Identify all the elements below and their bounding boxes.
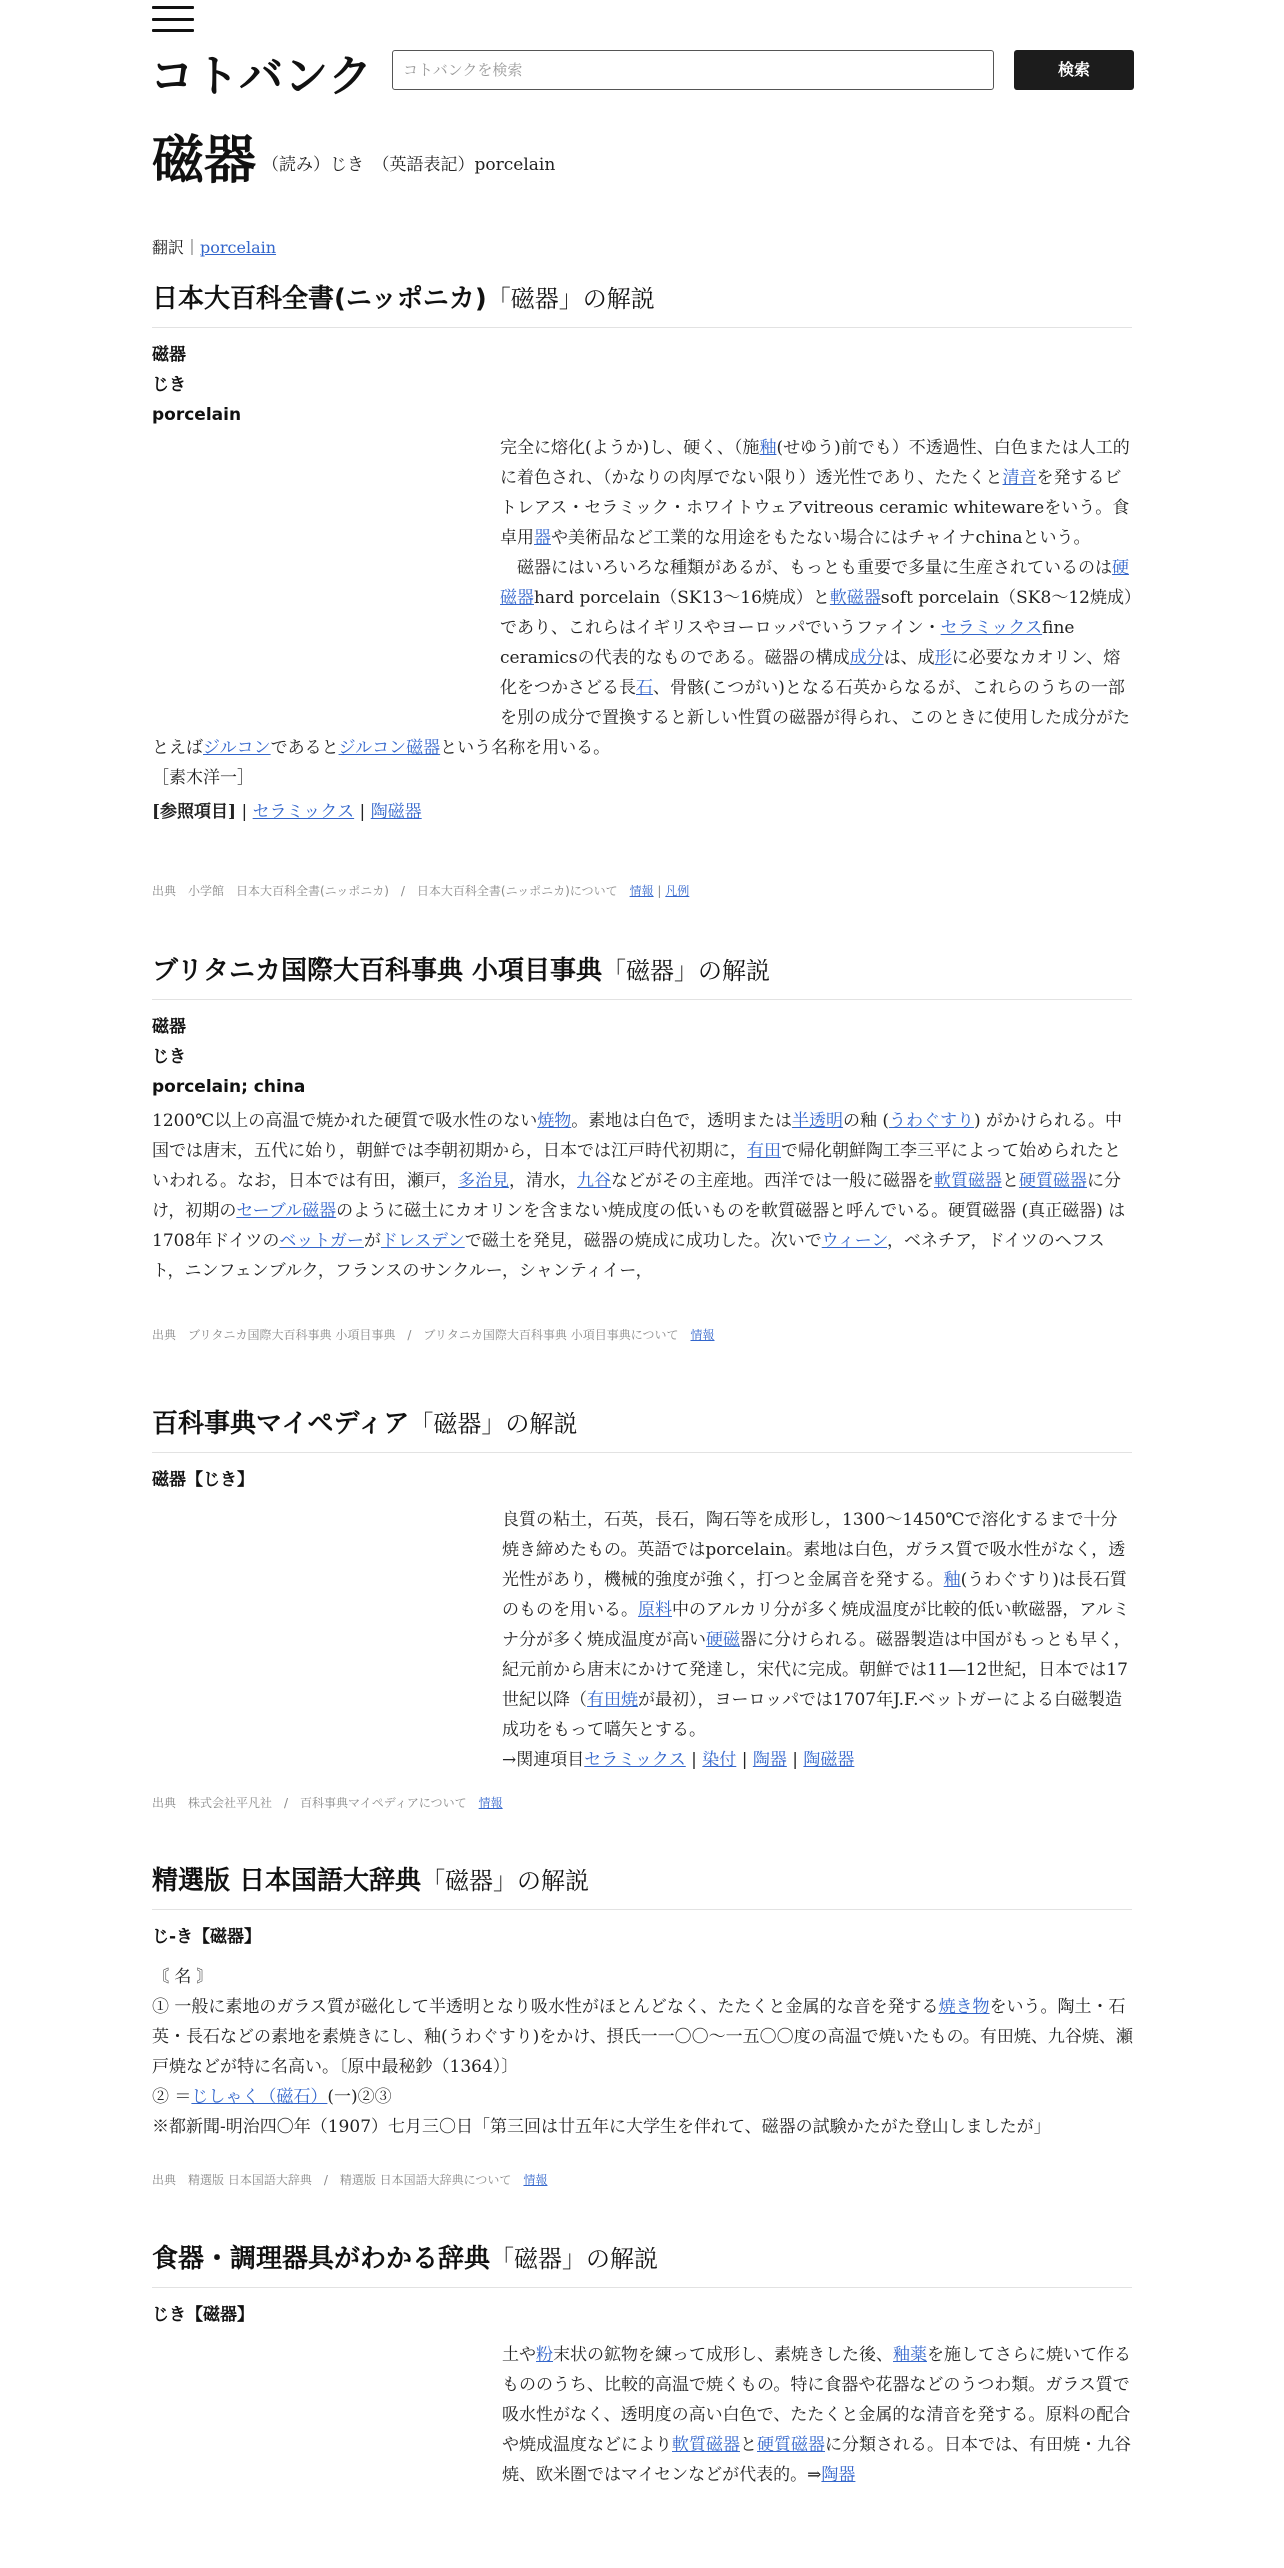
source-britannica bbox=[152, 1326, 715, 1343]
text-run: が bbox=[363, 1231, 381, 1251]
text-run: は、成 bbox=[883, 648, 935, 668]
text-run: ，清水， bbox=[509, 1171, 577, 1191]
text-run: 「磁器」の解説 bbox=[490, 2245, 659, 2273]
inline-link[interactable]: 釉 bbox=[759, 438, 777, 458]
text-run: であると bbox=[270, 738, 339, 758]
text-run: (うわぐすり)は長石質のものを用いる。 bbox=[502, 1570, 1127, 1620]
text-run: ブリタニカ国際大百科事典 小項目事典 bbox=[152, 956, 603, 986]
source-kokugo bbox=[152, 2171, 547, 2188]
text-run: 「磁器」の解説 bbox=[421, 1867, 590, 1895]
text-run: を発するビトレアス・セラミック・ホワイトウェアvitreous ceramic whitewareをいう。食卓用 bbox=[500, 468, 1130, 548]
text-run: で帰化朝鮮陶工李三平によって始められたといわれる。なお，日本では有田，瀬戸， bbox=[152, 1141, 1121, 1191]
body-mypedia bbox=[502, 1505, 1134, 1775]
text-run: 出典 小学館 日本大百科全書(ニッポニカ) / 日本大百科全書(ニッポニカ)について bbox=[152, 884, 618, 898]
inline-link[interactable]: 成分 bbox=[849, 648, 884, 668]
text-run: と bbox=[1002, 1171, 1019, 1191]
definition-1 bbox=[152, 1992, 1134, 2082]
inline-link[interactable]: 軟磁器 bbox=[829, 588, 881, 608]
term-nipponica: 磁器 じき porcelain bbox=[152, 345, 242, 425]
inline-link[interactable]: セラミックス bbox=[584, 1750, 686, 1770]
text-run: などがその主産地。西洋では一般に磁器を bbox=[611, 1171, 934, 1191]
inline-link[interactable]: ジルコン bbox=[203, 738, 271, 758]
text-run: ① 一般に素地のガラス質が磁化して半透明となり吸水性がほとんどなく、たたくと金属的な音を発する bbox=[152, 1997, 939, 2017]
text-run: 。素地は白色で，透明または bbox=[571, 1111, 792, 1131]
inline-link[interactable]: 陶器 bbox=[752, 1750, 787, 1770]
text-run: 「磁器」の解説 bbox=[602, 957, 771, 985]
text-run: fine ceramicsの代表的なものである。磁器の構成 bbox=[500, 618, 1075, 668]
inline-link[interactable]: 硬質磁器 bbox=[1019, 1171, 1087, 1191]
body-britannica bbox=[152, 1106, 1134, 1286]
inline-link[interactable]: 情報 bbox=[523, 2173, 548, 2187]
text-run: ) がかけられる。中国では唐末，五代に始り，朝鮮では李朝初期から，日本では江戸時代初期に， bbox=[152, 1111, 1123, 1161]
inline-link[interactable]: 陶器 bbox=[821, 2465, 856, 2485]
source-nipponica: 出典 小学館 日本大百科全書(ニッポニカ) / 日本大百科全書(ニッポニカ)について 情報 | 凡例 bbox=[152, 884, 690, 898]
text-run: 器に分けられる。磁器製造は中国がもっとも早く，紀元前から唐末にかけて発達し，宋代に完成。朝鮮では11―12世紀，日本では17世紀以降（ bbox=[502, 1630, 1131, 1710]
text-run: に分類される。日本では、有田焼・九谷焼、欧米圏ではマイセンなどが代表的。⇒ bbox=[502, 2435, 1131, 2485]
inline-link[interactable]: セラミックス bbox=[252, 802, 355, 822]
text-run: 食器・調理器具がわかる辞典 bbox=[152, 2244, 491, 2274]
text-run: を施してさらに焼いて作るもののうち、比較的高温で焼くもの。特に食器や花器などのうつわ類。ガラス質で吸水性がなく、透明度の高い白色で、たたくと金属的な清音を発する。原料の配合や焼成温度などにより bbox=[502, 2345, 1131, 2455]
text-run: 出典 精選版 日本国語大辞典 / 精選版 日本国語大辞典について bbox=[152, 2173, 512, 2187]
body-shokki bbox=[502, 2340, 1134, 2490]
inline-link[interactable]: 釉 bbox=[943, 1570, 961, 1590]
inline-link[interactable]: 器 bbox=[534, 528, 551, 548]
section-title-kokugo bbox=[152, 1860, 1132, 1910]
inline-link[interactable]: ジルコン磁器 bbox=[338, 738, 441, 758]
page-title: 磁器 bbox=[152, 131, 257, 191]
text-run: 土や bbox=[502, 2345, 536, 2365]
inline-link[interactable]: 焼物 bbox=[537, 1111, 572, 1131]
text-run: と bbox=[740, 2435, 757, 2455]
inline-link[interactable]: 原料 bbox=[638, 1600, 672, 1620]
text-run: 、骨骸(こつがい)となる石英からなるが、これらのうちの一部を別の成分で置換すると新しい性質の磁器が得られ、このときに使用した成分がたとえば bbox=[152, 678, 1131, 758]
text-run: (一)②③ bbox=[327, 2087, 392, 2107]
text-run: hard porcelain（SK13～16焼成）と bbox=[534, 588, 830, 608]
text-run: で磁土を発見，磁器の焼成に成功した。次いで bbox=[464, 1231, 822, 1251]
inline-link[interactable]: ドレスデン bbox=[380, 1231, 465, 1251]
inline-link[interactable]: ウィーン bbox=[821, 1231, 888, 1251]
text-run: 出典 株式会社平凡社 / 百科事典マイペディアについて bbox=[152, 1796, 467, 1810]
body-nipponica bbox=[152, 433, 1134, 827]
search-button[interactable]: 検索 bbox=[1014, 50, 1134, 90]
inline-link[interactable]: 硬磁 bbox=[706, 1630, 740, 1650]
inline-link[interactable]: 情報 bbox=[478, 1796, 503, 1810]
text-run: 百科事典マイペディア bbox=[152, 1409, 410, 1439]
inline-link[interactable]: 石 bbox=[636, 678, 653, 698]
definition-2 bbox=[152, 2082, 1134, 2112]
text-run: 精選版 日本国語大辞典 bbox=[152, 1866, 422, 1896]
inline-link[interactable]: 凡例 bbox=[665, 884, 690, 898]
text-run: のように磁土にカオリンを含まない焼成度の低いものを軟質磁器と呼んでいる。硬質磁器 (真正磁器) は 1708年ドイツの bbox=[152, 1201, 1126, 1251]
related-items: →関連項目セラミックス | 染付 | 陶器 | 陶磁器 bbox=[502, 1750, 855, 1770]
term-britannica: 磁器 じき porcelain; china bbox=[152, 1017, 306, 1097]
text-run: という名称を用いる。 bbox=[440, 738, 611, 758]
inline-link[interactable]: 多治見 bbox=[458, 1171, 509, 1191]
inline-link[interactable]: 半透明 bbox=[791, 1111, 843, 1131]
text-run: に必要なカオリン、熔化をつかさどる長 bbox=[500, 648, 1121, 698]
text-run: 磁器にはいろいろな種類があるが、もっとも重要で多量に生産されているのは bbox=[517, 558, 1112, 578]
text-run: (せゆう)前でも）不透過性、白色または人工的に着色され、（かなりの肉厚でない限り）透光性であり、たたくと bbox=[500, 438, 1130, 488]
paragraph bbox=[502, 1505, 1134, 1745]
text-run: 「磁器」の解説 bbox=[486, 285, 655, 313]
text-run: の釉 ( bbox=[842, 1111, 889, 1131]
inline-link[interactable]: 清音 bbox=[1002, 468, 1037, 488]
part-of-speech: 〘 名 〙 bbox=[152, 1967, 214, 1987]
text-run: 中のアルカリ分が多く焼成温度が比較的低い軟磁器，アルミナ分が多く焼成温度が高い bbox=[502, 1600, 1130, 1650]
inline-link[interactable]: 陶磁器 bbox=[370, 802, 422, 822]
inline-link[interactable]: 軟質磁器 bbox=[934, 1171, 1002, 1191]
inline-link[interactable]: 焼き物 bbox=[938, 1997, 990, 2017]
body-kokugo bbox=[152, 1962, 1134, 2142]
search-input[interactable]: コトバンクを検索 bbox=[392, 50, 994, 90]
text-run: 日本大百科全書(ニッポニカ) bbox=[152, 284, 487, 314]
author: ［素木洋一］ bbox=[152, 768, 254, 788]
inline-link[interactable]: セラミックス bbox=[940, 618, 1043, 638]
inline-link[interactable]: 硬磁器 bbox=[500, 558, 1129, 608]
inline-link[interactable]: 有田焼 bbox=[587, 1690, 638, 1710]
example: ※都新聞‐明治四〇年（1907）七月三〇日「第三回は廿五年に大学生を伴れて、磁器の試験かたがた登山しましたが」 bbox=[152, 2117, 1051, 2137]
section-title-nipponica bbox=[152, 278, 1132, 328]
text-run: 出典 ブリタニカ国際大百科事典 小項目事典 / ブリタニカ国際大百科事典 小項目事典について bbox=[152, 1328, 679, 1342]
section-title-shokki bbox=[152, 2238, 1132, 2288]
text-run: →関連項目 bbox=[502, 1750, 585, 1770]
text-run: に分け，初期の bbox=[152, 1171, 1121, 1221]
inline-link[interactable]: 軟質磁器 bbox=[672, 2435, 740, 2455]
translation-row bbox=[152, 235, 276, 258]
inline-link[interactable]: 粉 bbox=[536, 2345, 553, 2365]
text-run: をいう。陶土・石英・長石などの素地を素焼きにし、釉(うわぐすり)をかけ、摂氏一一〇〇～一五〇〇度の高温で焼いたもの。有田焼、九谷焼、瀬戸焼などが特に名高い。〔原中最秘鈔（1364）〕 bbox=[152, 1997, 1133, 2077]
menu-icon[interactable] bbox=[152, 6, 194, 32]
text-run: ② ＝ bbox=[152, 2087, 192, 2107]
inline-link[interactable]: じしゃく（磁石） bbox=[191, 2087, 328, 2107]
term-mypedia: 磁器【じき】 bbox=[152, 1470, 254, 1490]
inline-link[interactable]: 情報 bbox=[629, 884, 654, 898]
reading-info: （読み）じき （英語表記）porcelain bbox=[262, 155, 556, 175]
text-run: 完全に熔化(ようか)し、硬く、（施 bbox=[500, 438, 760, 458]
inline-link[interactable]: 形 bbox=[934, 648, 952, 668]
text-run: 良質の粘土，石英，長石，陶石等を成形し，1300〜1450℃で溶化するまで十分焼き締めたもの。英語ではporcelain。素地は白色，ガラス質で吸水性がなく，透光性があり，機械的強度が強く，打つと金属音を発する。 bbox=[502, 1510, 1126, 1590]
inline-link[interactable]: ベットガー bbox=[279, 1231, 364, 1251]
inline-link[interactable]: 情報 bbox=[690, 1328, 715, 1342]
text-run: や美術品など工業的な用途をもたない場合にはチャイナchinaという。 bbox=[551, 528, 1091, 548]
text-run: 1200℃以上の高温で焼かれた硬質で吸水性のない bbox=[152, 1111, 538, 1131]
text-run: 末状の鉱物を練って成形し、素焼きした後、 bbox=[553, 2345, 893, 2365]
inline-link[interactable]: 硬質磁器 bbox=[757, 2435, 825, 2455]
text-run: 「磁器」の解説 bbox=[409, 1410, 578, 1438]
text-run: 翻訳｜ bbox=[152, 238, 201, 257]
ref-items: [参照項目] | セラミックス | 陶磁器 bbox=[152, 802, 422, 822]
term-kokugo: じ‐き【磁器】 bbox=[152, 1927, 262, 1947]
inline-link[interactable]: 陶磁器 bbox=[803, 1750, 855, 1770]
source-mypedia bbox=[152, 1794, 503, 1811]
inline-link[interactable]: 釉薬 bbox=[893, 2345, 927, 2365]
text-run: が最初），ヨーロッパでは1707年J.F.ベットガーによる白磁製造成功をもって嚆矢とする。 bbox=[502, 1690, 1123, 1740]
inline-link[interactable]: 有田 bbox=[747, 1141, 781, 1161]
site-logo[interactable]: コトバンク bbox=[150, 51, 374, 102]
text-run: ，ベネチア，ドイツのヘフスト，ニンフェンブルク，フランスのサンクルー，シャンティイー， bbox=[152, 1231, 1105, 1281]
section-title-britannica bbox=[152, 950, 1132, 1000]
text-run: soft porcelain（SK8～12焼成）であり、これらはイギリスやヨーロッパでいうファイン・ bbox=[500, 588, 1133, 638]
inline-link[interactable]: セーブル磁器 bbox=[236, 1201, 337, 1221]
inline-link[interactable]: 染付 bbox=[702, 1750, 737, 1770]
translation-link[interactable]: porcelain bbox=[200, 238, 277, 257]
inline-link[interactable]: うわぐすり bbox=[889, 1111, 974, 1131]
section-title-mypedia bbox=[152, 1403, 1132, 1453]
inline-link[interactable]: 九谷 bbox=[577, 1171, 611, 1191]
term-shokki: じき【磁器】 bbox=[152, 2305, 254, 2325]
